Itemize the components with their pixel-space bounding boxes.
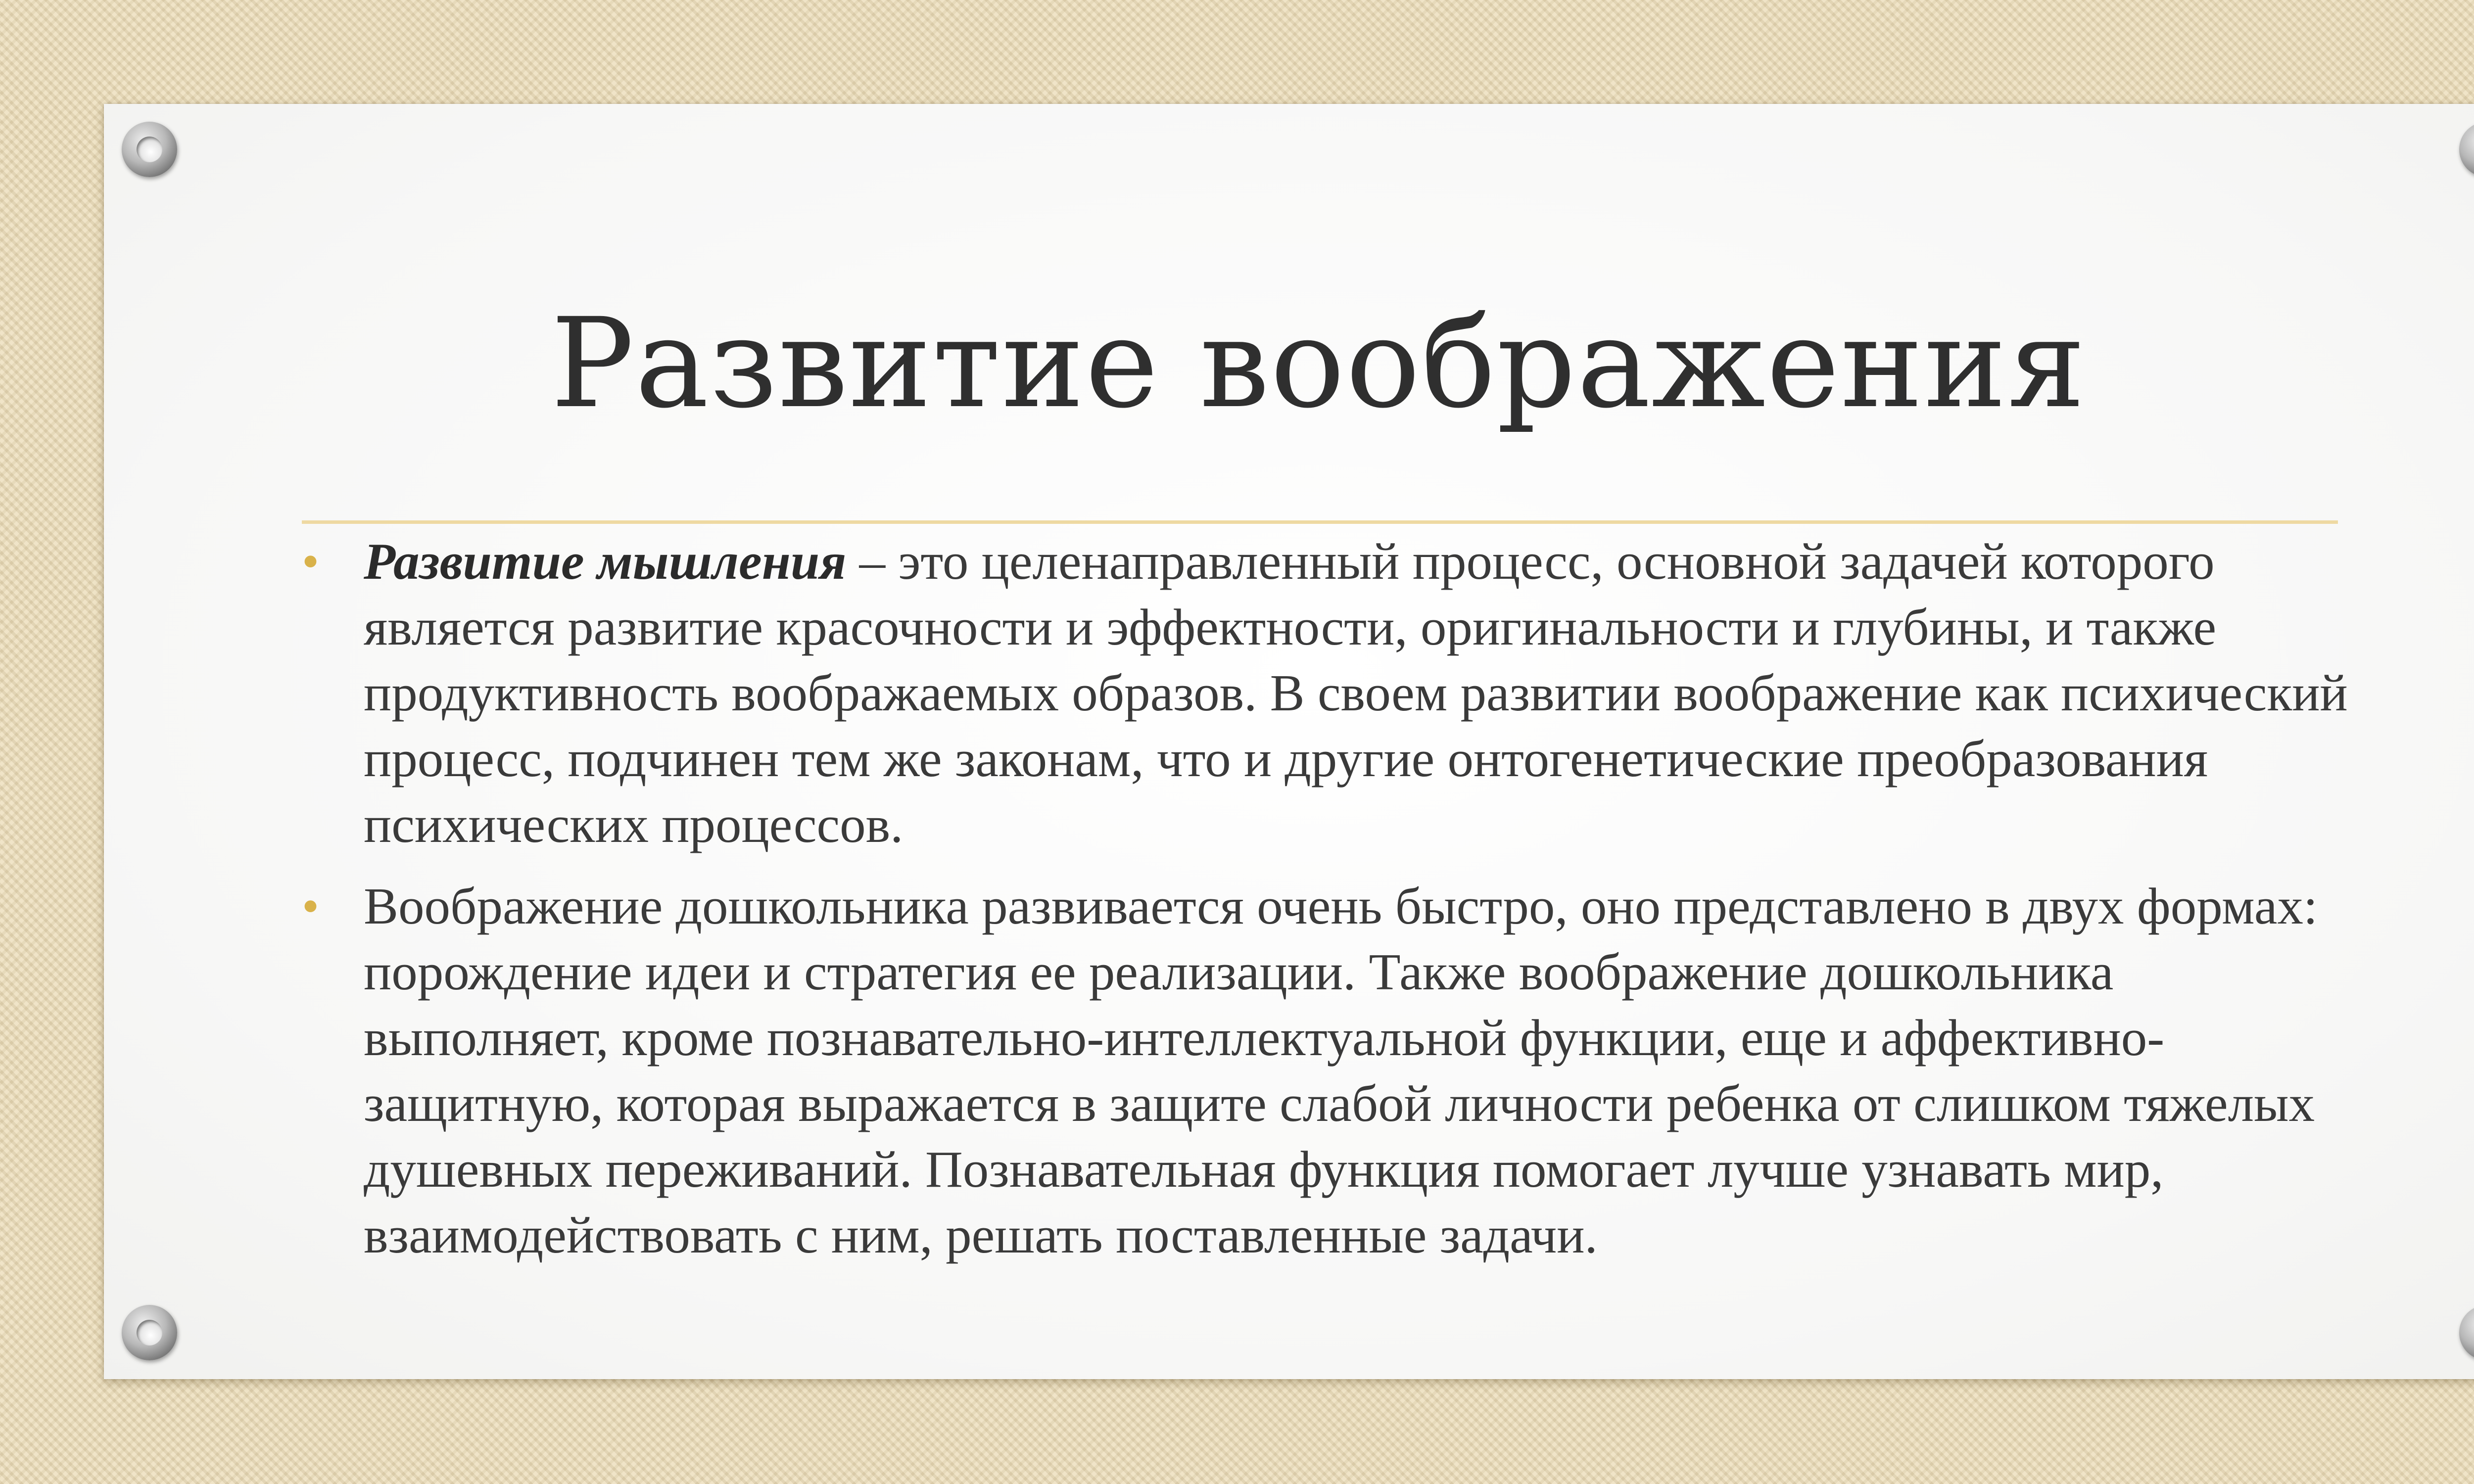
bullet-text: Воображение дошкольника развивается очень быстро, оно представлено в двух формах: порождение идеи и стратегия ее реализации. Также воображение дошкольника выполняет, кроме познавательно-интеллектуальной функции, еще и аффективно-защитную, которая выражается в защите слабой личности ребенка от слишком тяжелых душевных переживаний. Познавательная функция помогает лучше узнавать мир, взаимодействовать с ним, решать поставленные задачи. (364, 877, 2318, 1264)
slide-title: Развитие воображения (551, 291, 2087, 435)
bullet-item-2 (302, 873, 2350, 1268)
bullet-dot-icon: • (302, 534, 320, 589)
bullet-item-1 (302, 528, 2350, 857)
grommet-top-left-icon (122, 122, 177, 177)
title-divider (302, 520, 2338, 524)
bullet-text: – это целенаправленный процесс, основной задачей которого является развитие красочности и эффектности, оригинальности и глубины, и также продуктивность воображаемых образов. В своем развитии воображение как психический процесс, подчинен тем же законам, что и другие онтогенетические преобразования психических процессов. (364, 532, 2348, 853)
bullet-dot-icon: • (302, 879, 320, 933)
bullet-term: Развитие мышления (364, 532, 847, 590)
grommet-bottom-left-icon (122, 1305, 177, 1360)
bullet-list (302, 528, 2350, 1284)
